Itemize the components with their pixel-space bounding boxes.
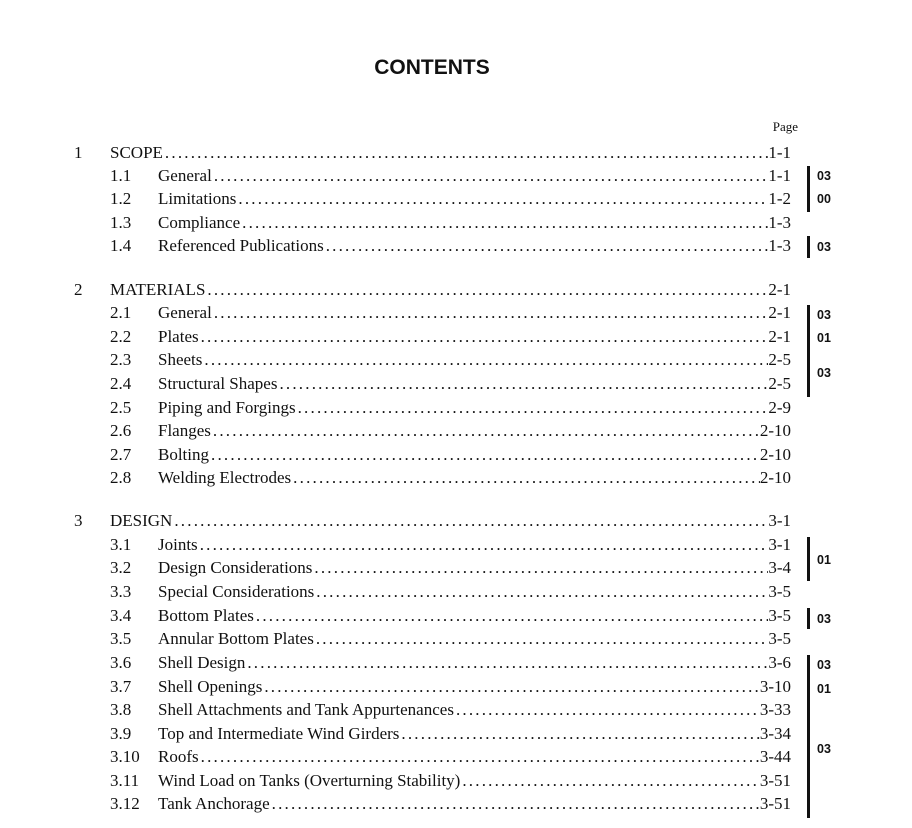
section-number: 1 [74, 143, 83, 162]
toc-entry-3-12[interactable] [0, 792, 912, 816]
entry-number: 2.7 [110, 445, 132, 464]
toc-entry-2-5[interactable] [0, 396, 912, 420]
entry-title: Shell Attachments and Tank Appurtenances [158, 700, 454, 719]
revision-label: 03 [817, 612, 831, 626]
toc-entry-2-1[interactable] [0, 301, 912, 325]
toc-entry-2-3[interactable] [0, 348, 912, 372]
entry-number: 3.10 [110, 747, 140, 766]
revision-label: 03 [817, 308, 831, 322]
entry-page: 3-44 [759, 747, 791, 766]
entry-title: Special Considerations [158, 582, 315, 601]
entry-number: 3.8 [110, 700, 132, 719]
entry-number: 3.4 [110, 606, 132, 625]
entry-number: 2.3 [110, 350, 132, 369]
toc-entry-3-11[interactable] [0, 769, 912, 793]
entry-page: 3-5 [768, 629, 791, 648]
page-title: CONTENTS [374, 56, 490, 79]
toc-entry-1-1[interactable] [0, 164, 912, 188]
toc-entry-3-6[interactable] [0, 651, 912, 675]
toc-entry-3-5[interactable] [0, 627, 912, 651]
entry-title: Design Considerations [158, 558, 313, 577]
entry-page: 2-1 [768, 303, 791, 322]
entry-page: 3-5 [768, 606, 791, 625]
entry-number: 3.2 [110, 558, 132, 577]
entry-page: 2-5 [768, 350, 791, 369]
entry-number: 3.5 [110, 629, 132, 648]
entry-title: Roofs [158, 747, 199, 766]
revision-bar [807, 655, 810, 818]
toc-entry-3-1[interactable] [0, 533, 912, 557]
revision-label: 00 [817, 192, 831, 206]
toc-entry-3-3[interactable] [0, 580, 912, 604]
revision-label: 03 [817, 240, 831, 254]
toc-section-2[interactable] [0, 278, 912, 302]
entry-page: 3-5 [768, 582, 791, 601]
entry-number: 2.1 [110, 303, 132, 322]
entry-title: General [158, 303, 212, 322]
revision-bar [807, 166, 810, 212]
entry-title: Piping and Forgings [158, 398, 296, 417]
entry-number: 1.4 [110, 236, 132, 255]
entry-title: General [158, 166, 212, 185]
entry-page: 3-51 [759, 794, 791, 813]
section-page: 2-1 [768, 280, 791, 299]
entry-title: Bottom Plates [158, 606, 254, 625]
entry-title: Structural Shapes [158, 374, 278, 393]
entry-page: 2-10 [759, 468, 791, 487]
entry-title: Top and Intermediate Wind Girders [158, 724, 400, 743]
toc-entry-3-4[interactable] [0, 604, 912, 628]
entry-title: Compliance [158, 213, 241, 232]
toc-entry-3-7[interactable] [0, 675, 912, 699]
revision-bar [807, 305, 810, 397]
revision-bar [807, 236, 810, 258]
revision-bar [807, 537, 810, 581]
entry-number: 3.6 [110, 653, 132, 672]
entry-title: Shell Design [158, 653, 246, 672]
toc-entry-1-3[interactable] [0, 211, 912, 235]
entry-page: 3-34 [759, 724, 791, 743]
entry-number: 1.1 [110, 166, 132, 185]
revision-label: 01 [817, 553, 831, 567]
entry-page: 1-2 [768, 189, 791, 208]
section-number: 2 [74, 280, 83, 299]
revision-label: 03 [817, 742, 831, 756]
section-page: 1-1 [768, 143, 791, 162]
entry-title: Joints [158, 535, 198, 554]
toc-entry-3-10[interactable] [0, 745, 912, 769]
section-title: DESIGN [110, 511, 173, 530]
entry-title: Shell Openings [158, 677, 263, 696]
section-title: SCOPE [110, 143, 163, 162]
revision-label: 03 [817, 169, 831, 183]
page-column-header: Page [772, 119, 798, 134]
entry-title: Flanges [158, 421, 211, 440]
entry-number: 1.3 [110, 213, 132, 232]
entry-number: 3.7 [110, 677, 132, 696]
entry-number: 3.11 [110, 771, 140, 790]
entry-title: Referenced Publications [158, 236, 324, 255]
entry-title: Welding Electrodes [158, 468, 292, 487]
revision-label: 03 [817, 366, 831, 380]
section-number: 3 [74, 511, 83, 530]
entry-page: 1-3 [768, 213, 791, 232]
toc-entry-2-6[interactable] [0, 419, 912, 443]
entry-page: 2-10 [759, 445, 791, 464]
revision-label: 01 [817, 682, 831, 696]
entry-title: Sheets [158, 350, 203, 369]
toc-entry-3-2[interactable] [0, 556, 912, 580]
entry-number: 2.2 [110, 327, 132, 346]
toc-entry-3-9[interactable] [0, 722, 912, 746]
revision-label: 03 [817, 658, 831, 672]
entry-page: 1-3 [768, 236, 791, 255]
entry-title: Wind Load on Tanks (Overturning Stability) [158, 771, 461, 790]
entry-page: 1-1 [768, 166, 791, 185]
entry-number: 3.12 [110, 794, 140, 813]
entry-page: 2-1 [768, 327, 791, 346]
toc-entry-2-7[interactable] [0, 443, 912, 467]
toc-entry-3-8[interactable] [0, 698, 912, 722]
toc-entry-1-4[interactable] [0, 234, 912, 258]
entry-number: 2.4 [110, 374, 132, 393]
entry-number: 2.8 [110, 468, 132, 487]
section-page: 3-1 [768, 511, 791, 530]
entry-title: Limitations [158, 189, 237, 208]
entry-page: 3-33 [759, 700, 791, 719]
revision-bar [807, 608, 810, 629]
entry-number: 3.9 [110, 724, 132, 743]
toc-entry-2-2[interactable] [0, 325, 912, 349]
entry-title: Plates [158, 327, 199, 346]
revision-label: 01 [817, 331, 831, 345]
entry-page: 3-1 [768, 535, 791, 554]
entry-number: 1.2 [110, 189, 132, 208]
entry-number: 3.1 [110, 535, 132, 554]
entry-page: 3-4 [768, 558, 791, 577]
section-title: MATERIALS [110, 280, 206, 299]
entry-page: 3-51 [759, 771, 791, 790]
entry-number: 3.3 [110, 582, 132, 601]
entry-page: 3-6 [768, 653, 791, 672]
entry-title: Annular Bottom Plates [158, 629, 314, 648]
entry-title: Bolting [158, 445, 210, 464]
entry-page: 3-10 [759, 677, 791, 696]
entry-number: 2.6 [110, 421, 132, 440]
toc-section-3[interactable] [0, 509, 912, 533]
toc-entry-1-2[interactable] [0, 187, 912, 211]
toc-entry-2-8[interactable] [0, 466, 912, 490]
entry-number: 2.5 [110, 398, 132, 417]
entry-title: Tank Anchorage [158, 794, 270, 813]
toc-section-1[interactable] [0, 141, 912, 165]
entry-page: 2-5 [768, 374, 791, 393]
toc-entry-2-4[interactable] [0, 372, 912, 396]
entry-page: 2-10 [759, 421, 791, 440]
entry-page: 2-9 [768, 398, 791, 417]
